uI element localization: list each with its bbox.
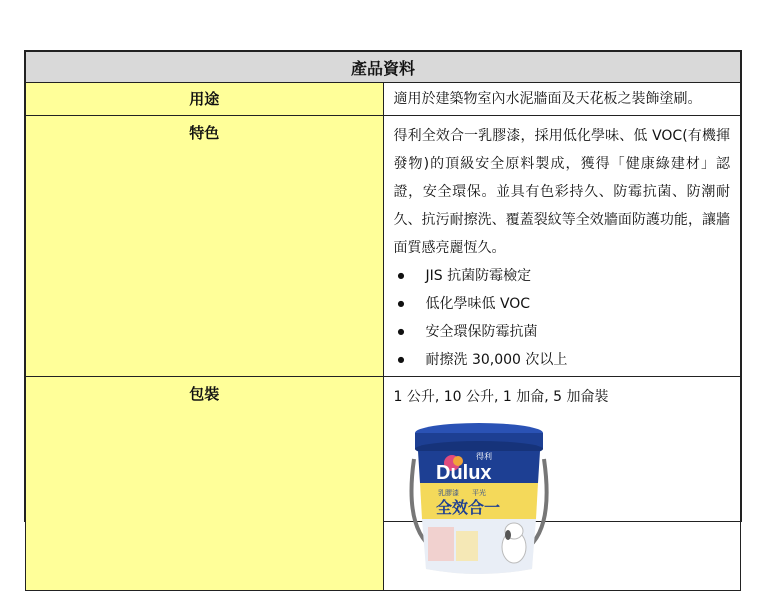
product-name-text: 全效合一 [435, 500, 500, 517]
series-text: 乳膠漆 [437, 490, 459, 497]
features-list [394, 262, 731, 374]
usage-label: 用途 [26, 83, 384, 116]
brand-cn-text: 得利 [475, 452, 492, 461]
features-description: 得利全效合一乳膠漆，採用低化學味、低 VOC(有機揮發物)的頂級安全原料製成，獲得「健康綠建材」認證，安全環保。並具有色彩持久、防霉抗菌、防潮耐久、抗污耐擦洗、覆蓋裂紋等全效牆面防護功能，讓牆面質感亮麗恆久。 [393, 128, 730, 256]
feature-item: ● JIS 抗菌防霉檢定 [426, 262, 731, 290]
features-label: 特色 [26, 116, 384, 377]
usage-text: 適用於建築物室內水泥牆面及天花板之裝飾塗刷。 [383, 83, 741, 116]
packaging-label: 包裝 [26, 377, 384, 591]
feature-item: ● 低化學味低 VOC [426, 290, 731, 318]
feature-item: ● 安全環保防霉抗菌 [426, 318, 731, 346]
product-info-table [24, 50, 742, 522]
finish-text: 平光 [471, 490, 486, 497]
packaging-text: 1 公升, 10 公升, 1 加侖, 5 加侖裝 [393, 389, 609, 405]
paint-bucket-image [404, 419, 554, 583]
table-title: 產品資料 [26, 52, 741, 83]
features-content [383, 116, 741, 377]
packaging-content [383, 377, 741, 591]
brand-text: Dulux [435, 462, 492, 484]
feature-item: ● 耐擦洗 30,000 次以上 [426, 346, 731, 374]
